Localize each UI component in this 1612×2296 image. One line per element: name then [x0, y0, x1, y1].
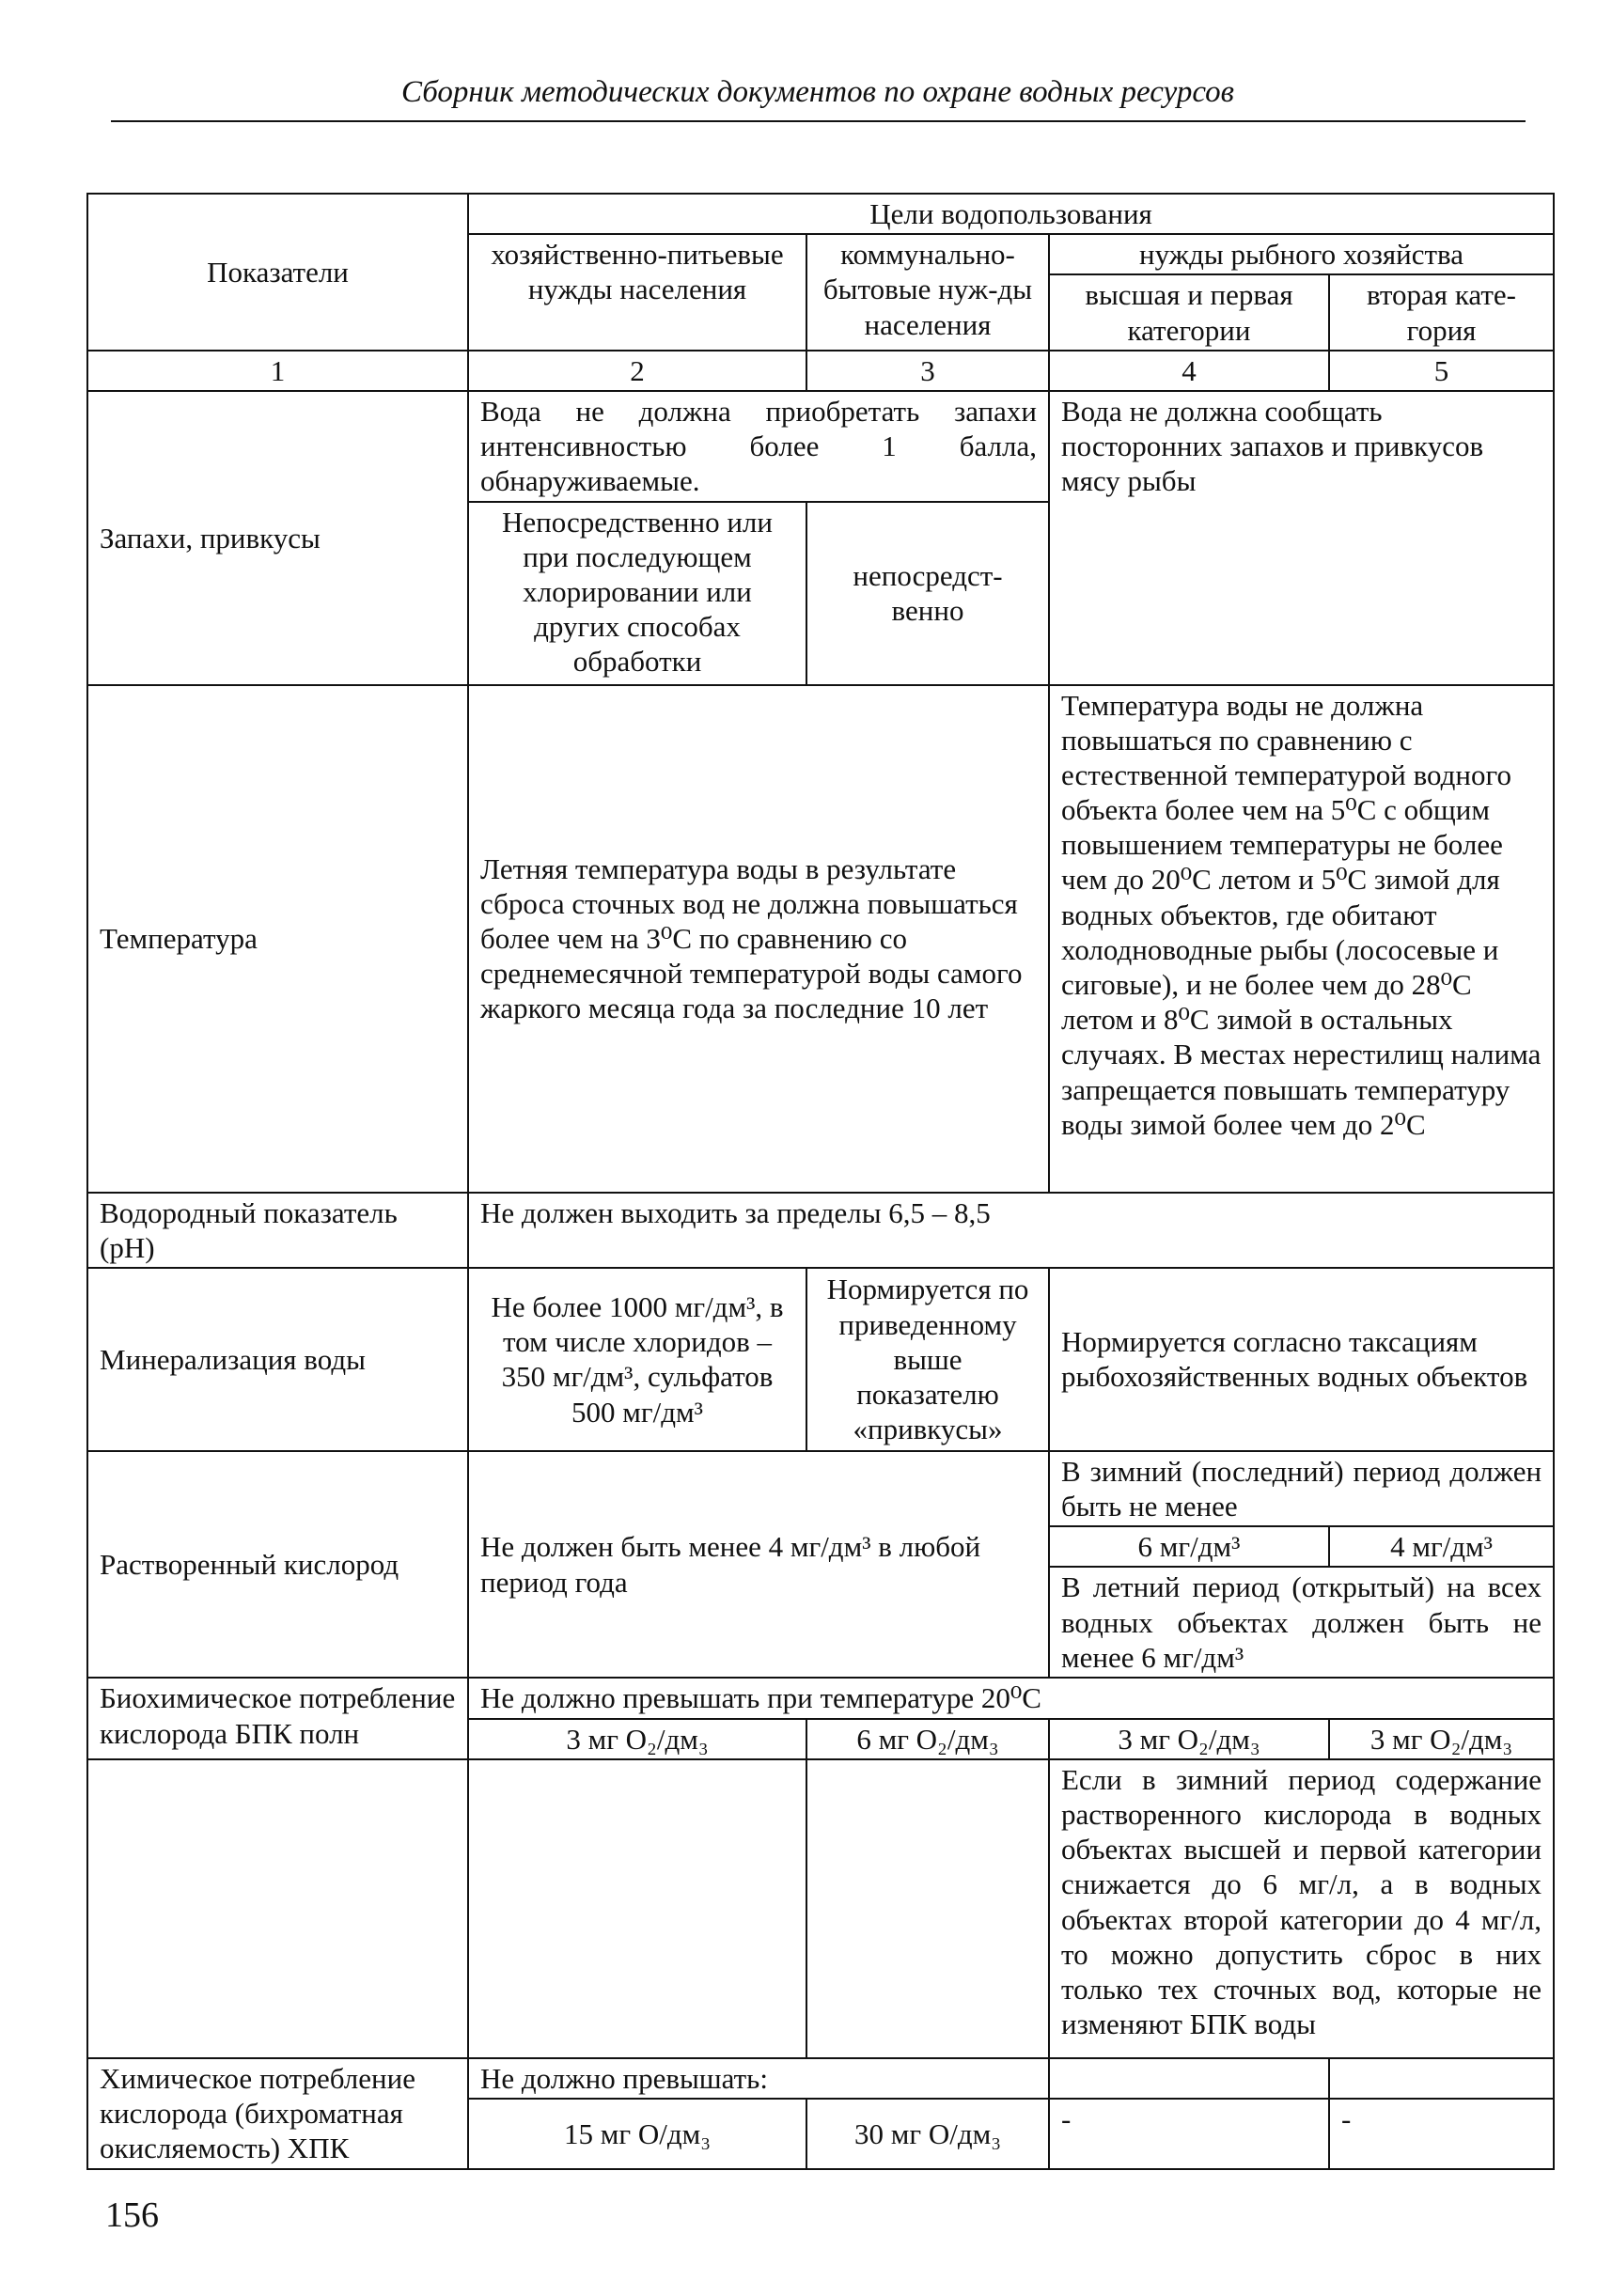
- smell-communal-detail: непосредст-венно: [806, 502, 1049, 685]
- bod-communal: 6 мг О₂/дм₃: [806, 1719, 1049, 1759]
- smell-fishery: Вода не должна сообщать посторонних запахов и привкусов мясу рыбы: [1049, 391, 1554, 685]
- header-fishery-high: высшая и первая категории: [1049, 274, 1329, 350]
- row-label-oxygen: Растворенный кислород: [87, 1451, 468, 1679]
- header-purposes: Цели водопользования: [468, 194, 1554, 234]
- oxygen-fishery-second-value: 4 мг/дм³: [1329, 1526, 1554, 1567]
- smell-drinking-detail: Непосредственно или при последующем хлорировании или других способах обработки: [468, 502, 806, 685]
- oxygen-fishery-winter: В зимний (последний) период должен быть не менее: [1049, 1451, 1554, 1526]
- oxygen-drinking-communal: Не должен быть менее 4 мг/дм³ в любой период года: [468, 1451, 1049, 1679]
- bod-fishery-high: 3 мг О₂/дм₃: [1049, 1719, 1329, 1759]
- cod-drinking: 15 мг О/дм₃: [468, 2099, 806, 2169]
- col-number-3: 3: [806, 351, 1049, 391]
- col-number-1: 1: [87, 351, 468, 391]
- cod-empty-high: [1049, 2058, 1329, 2099]
- ph-value: Не должен выходить за пределы 6,5 – 8,5: [468, 1193, 1554, 1268]
- header-drinking: хозяйственно-питьевые нужды населения: [468, 234, 806, 351]
- cod-communal: 30 мг О/дм₃: [806, 2099, 1049, 2169]
- temperature-fishery: Температура воды не должна повышаться по сравнению с естественной температурой водного объекта более чем на 5⁰С с общим повышением температуры не более чем до 20⁰С летом и 5⁰С зимой для водных объектов, где обитают холодноводные рыбы (лососевые и сиговые), и не более чем до 28⁰С летом и 8⁰С зимой в остальных случаях. В местах нерестилищ налима запрещается повышать температуру воды зимой более чем до 2⁰С: [1049, 685, 1554, 1193]
- bod-note-empty-1: [87, 1759, 468, 2058]
- bod-fishery-note: Если в зимний период содержание растворенного кислорода в водных объектах высшей и первой категории снижается до 6 мг/л, а в водных объектах второй категории до 4 мг/л, то можно допустить сброс в них только тех сточных вод, которые не изменяют БПК воды: [1049, 1759, 1554, 2058]
- cod-fishery-high: -: [1049, 2099, 1329, 2169]
- row-label-temperature: Температура: [87, 685, 468, 1193]
- header-indicators: Показатели: [87, 194, 468, 351]
- cod-condition: Не должно превышать:: [468, 2058, 1049, 2099]
- col-number-4: 4: [1049, 351, 1329, 391]
- bod-note-empty-2: [468, 1759, 806, 2058]
- row-label-cod: Химическое потребление кислорода (бихроматная окисляемость) ХПК: [87, 2058, 468, 2169]
- bod-note-empty-3: [806, 1759, 1049, 2058]
- oxygen-fishery-summer: В летний период (открытый) на всех водных объектах должен быть не менее 6 мг/дм³: [1049, 1567, 1554, 1678]
- mineral-communal: Нормируется по приведенному выше показателю «привкусы»: [806, 1268, 1049, 1451]
- bod-fishery-second: 3 мг О₂/дм₃: [1329, 1719, 1554, 1759]
- header-fishery-second: вторая кате-гория: [1329, 274, 1554, 350]
- mineral-drinking: Не более 1000 мг/дм³, в том числе хлоридов – 350 мг/дм³, сульфатов 500 мг/дм³: [468, 1268, 806, 1451]
- running-header: Сборник методических документов по охране водных ресурсов: [401, 75, 1234, 109]
- col-number-2: 2: [468, 351, 806, 391]
- water-quality-table: [86, 193, 1555, 2170]
- oxygen-fishery-high-value: 6 мг/дм³: [1049, 1526, 1329, 1567]
- row-label-bod: Биохимическое потребление кислорода БПК полн: [87, 1678, 468, 1758]
- row-label-mineral: Минерализация воды: [87, 1268, 468, 1451]
- page-number: 156: [105, 2195, 159, 2235]
- col-number-5: 5: [1329, 351, 1554, 391]
- cod-empty-second: [1329, 2058, 1554, 2099]
- row-label-ph: Водородный показатель (pH): [87, 1193, 468, 1268]
- bod-drinking: 3 мг О₂/дм₃: [468, 1719, 806, 1759]
- row-label-smell: Запахи, привкусы: [87, 391, 468, 685]
- bod-condition: Не должно превышать при температуре 20⁰С: [468, 1678, 1554, 1718]
- header-rule: [111, 120, 1526, 122]
- temperature-drinking-communal: Летняя температура воды в результате сброса сточных вод не должна повышаться более чем на 3⁰С по сравнению со среднемесячной температурой воды самого жаркого месяца года за последние 10 лет: [468, 685, 1049, 1193]
- cod-fishery-second: -: [1329, 2099, 1554, 2169]
- smell-drinking-communal: Вода не должна приобретать запахи интенсивностью более 1 балла, обнаруживаемые.: [468, 391, 1049, 502]
- mineral-fishery: Нормируется согласно таксациям рыбохозяйственных водных объектов: [1049, 1268, 1554, 1451]
- header-communal: коммунально-бытовые нуж-ды населения: [806, 234, 1049, 351]
- header-fishery: нужды рыбного хозяйства: [1049, 234, 1554, 274]
